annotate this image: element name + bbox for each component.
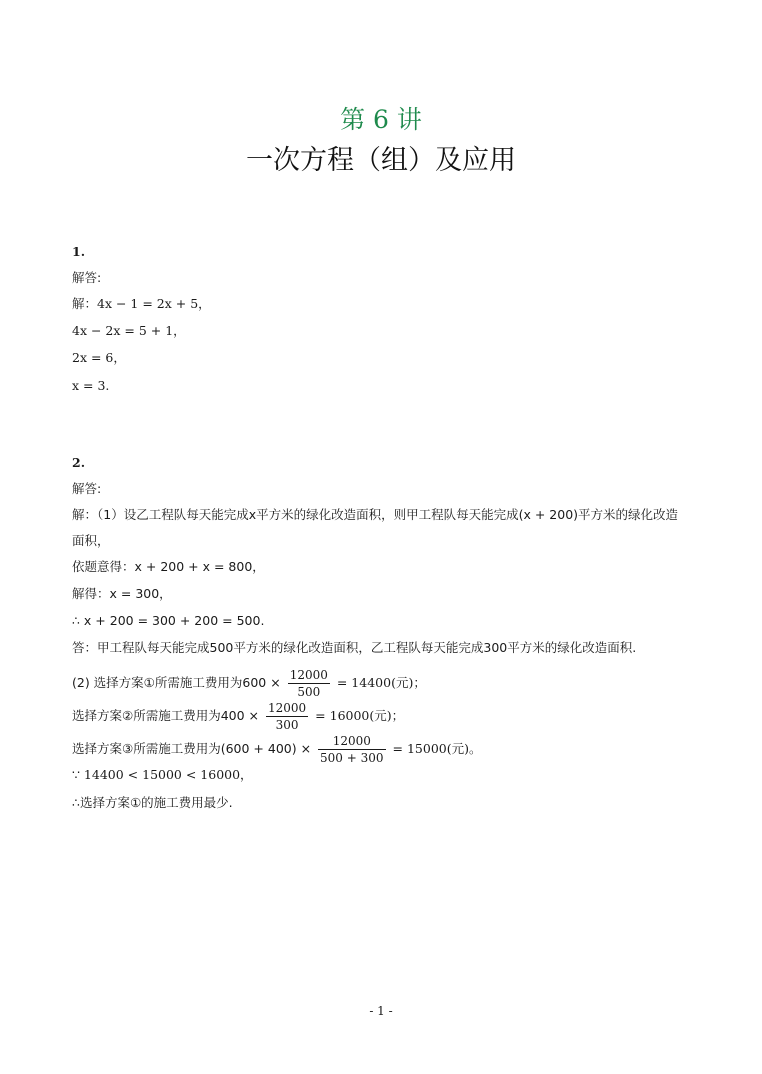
page-number: - 1 -	[369, 1004, 393, 1018]
question-1-number: 1.	[72, 244, 86, 259]
question-2-setup: 解：（1）设乙工程队每天能完成x平方米的绿化改造面积，则甲工程队每天能完成(x + 200)平方米的绿化改造	[72, 507, 679, 522]
question-2-comparison: ∵ 14400 < 15000 < 16000，	[72, 767, 253, 782]
question-1-step-4: x = 3.	[72, 378, 110, 393]
question-1-step-1: 解：4x − 1 = 2x + 5，	[72, 296, 211, 311]
question-2-answer-label: 解答:	[72, 481, 102, 496]
plan-1-prefix: (2) 选择方案①所需施工费用为600 ×	[72, 675, 281, 690]
plan-2-prefix: 选择方案②所需施工费用为400 ×	[72, 708, 260, 723]
question-2-setup-cont: 面积，	[72, 533, 110, 548]
page-title: 一次方程（组）及应用	[246, 145, 516, 176]
plan-2-suffix: = 16000(元)；	[315, 708, 405, 723]
plan-1-cost	[72, 668, 426, 699]
question-1-step-3: 2x = 6，	[72, 350, 126, 365]
plan-3-prefix: 选择方案③所需施工费用为(600 + 400) ×	[72, 741, 312, 756]
chapter-heading: 第 6 讲	[340, 105, 422, 134]
plan-2-cost	[72, 701, 404, 732]
plan-2-fraction	[266, 701, 308, 732]
plan-2-numerator: 12000	[268, 701, 307, 715]
plan-1-denominator: 500	[297, 685, 321, 699]
question-2-number: 2.	[72, 455, 86, 470]
question-2-equation: 依题意得：x + 200 + x = 800，	[72, 559, 265, 574]
question-2-conclusion: ∴选择方案①的施工费用最少.	[72, 795, 233, 810]
question-1-answer-label: 解答:	[72, 270, 102, 285]
question-1-step-2: 4x − 2x = 5 + 1，	[72, 323, 186, 338]
question-2-answer: 答：甲工程队每天能完成500平方米的绿化改造面积，乙工程队每天能完成300平方米的绿化改造面积.	[72, 640, 637, 655]
plan-3-suffix: = 15000(元)。	[392, 741, 482, 756]
question-2-solve: 解得：x = 300，	[72, 586, 172, 601]
plan-1-suffix: = 14400(元)；	[336, 675, 426, 690]
question-2-result: ∴ x + 200 = 300 + 200 = 500.	[72, 613, 265, 628]
plan-3-numerator: 12000	[318, 734, 386, 750]
plan-3-denominator: 500 + 300	[320, 751, 384, 765]
plan-1-fraction	[288, 668, 330, 699]
plan-3-cost	[72, 734, 481, 765]
plan-3-fraction	[318, 734, 386, 765]
plan-1-numerator: 12000	[289, 668, 328, 682]
plan-2-denominator: 300	[275, 718, 299, 732]
